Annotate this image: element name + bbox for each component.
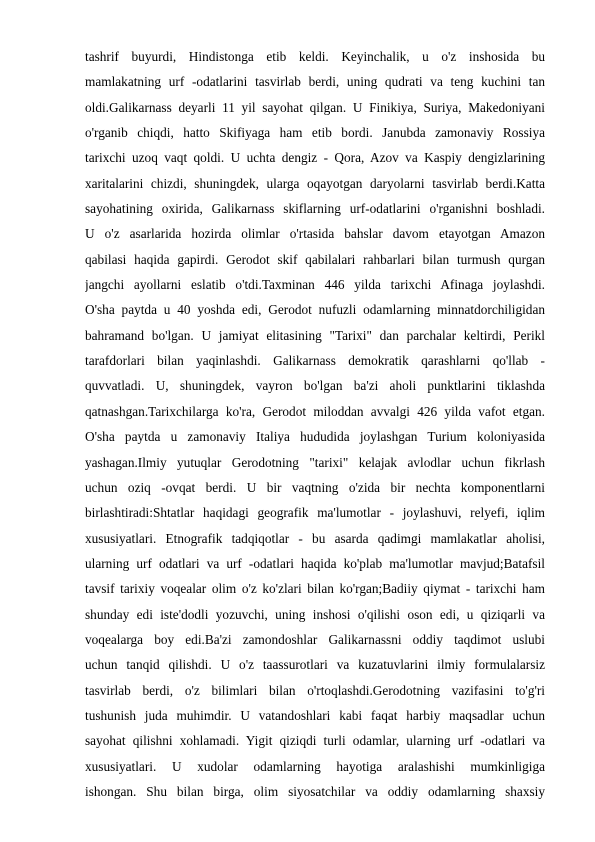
text-line: uchun tanqid qilishdi. U o'z taassurotlari va kuzatuvlarini ilmiy formulalarsiz xyxy=(85,657,545,673)
text-line: oldi.Galikarnass deyarli 11 yil sayohat qilgan. U Finikiya, Suriya, Makedoniyani xyxy=(85,99,545,115)
text-line: tarafdorlari bilan yaqinlashdi. Galikarnass demokratik qarashlarni qo'llab - xyxy=(85,353,545,369)
text-line: voqealarga boy edi.Ba'zi zamondoshlar Galikarnassni oddiy taqdimot uslubi xyxy=(85,631,545,647)
text-line: bahramand bo'lgan. U jamiyat elitasining "Tarixi" dan parchalar keltirdi, Perikl xyxy=(85,327,545,343)
text-line: mamlakatning urf -odatlarini tasvirlab berdi, uning qudrati va teng kuchini tan xyxy=(85,74,545,90)
text-line: qatnashgan.Tarixchilarga ko'ra, Gerodot miloddan avvalgi 426 yilda vafot etgan. xyxy=(85,403,545,419)
text-line: O'sha paytda u zamonaviy Italiya hududida joylashgan Turium koloniyasida xyxy=(85,429,545,445)
text-line: sayohatining oxirida, Galikarnass skiflarning urf-odatlarini o'rganishni boshladi. xyxy=(85,201,545,217)
text-line: U o'z asarlarida hozirda olimlar o'rtasida bahslar davom etayotgan Amazon xyxy=(85,226,545,242)
body-text xyxy=(85,44,545,804)
text-line: yashagan.Ilmiy yutuqlar Gerodotning "tarixi" kelajak avlodlar uchun fikrlash xyxy=(85,454,545,470)
text-line: tashrif buyurdi, Hindistonga etib keldi. Keyinchalik, u o'z inshosida bu xyxy=(85,49,545,64)
text-line: jangchi ayollarni eslatib o'tdi.Taxminan 446 yilda tarixchi Afinaga joylashdi. xyxy=(85,277,545,293)
text-line: sayohat qilishni xohlamadi. Yigit qiziqdi turli odamlar, ularning urf -odatlari va xyxy=(85,733,545,749)
text-line: tarixchi uzoq vaqt qoldi. U uchta dengiz - Qora, Azov va Kaspiy dengizlarining xyxy=(85,150,545,166)
text-line: ularning urf odatlari va urf -odatlari haqida ko'plab ma'lumotlar mavjud;Batafsil xyxy=(85,555,545,571)
text-line: xususiyatlari. U xudolar odamlarning hayotiga aralashishi mumkinligiga xyxy=(85,758,545,774)
text-line: ishongan. Shu bilan birga, olim siyosatchilar va oddiy odamlarning shaxsiy xyxy=(85,783,545,799)
text-line: O'sha paytda u 40 yoshda edi, Gerodot nufuzli odamlarning minnatdorchiligidan xyxy=(85,302,545,318)
text-line: uchun oziq -ovqat berdi. U bir vaqtning o'zida bir nechta komponentlarni xyxy=(85,479,545,495)
text-line: xususiyatlari. Etnografik tadqiqotlar - bu asarda qadimgi mamlakatlar aholisi, xyxy=(85,530,545,546)
text-line: quvvatladi. U, shuningdek, vayron bo'lgan ba'zi aholi punktlarini tiklashda xyxy=(85,378,545,394)
text-line: o'rganib chiqdi, hatto Skifiyaga ham etib bordi. Janubda zamonaviy Rossiya xyxy=(85,125,545,141)
text-line: qabilasi haqida gapirdi. Gerodot skif qabilalari rahbarlari bilan turmush qurgan xyxy=(85,251,545,267)
text-line: shunday edi iste'dodli yozuvchi, uning inshosi o'qilishi oson edi, u qiziqarli va xyxy=(85,606,545,622)
text-line: tasvirlab berdi, o'z bilimlari bilan o'rtoqlashdi.Gerodotning vazifasini to'g'ri xyxy=(85,682,545,698)
text-line: birlashtiradi:Shtatlar haqidagi geografik ma'lumotlar - joylashuvi, relyefi, iqlim xyxy=(85,505,545,521)
text-line: tavsif tarixiy voqealar olim o'z ko'zlari bilan ko'rgan;Badiiy qiymat - tarixchi ham xyxy=(85,581,545,597)
text-line: xaritalarini chizdi, shuningdek, ularga oqayotgan daryolarni tasvirlab berdi.Katta xyxy=(85,175,545,191)
text-line: tushunish juda muhimdir. U vatandoshlari kabi faqat harbiy maqsadlar uchun xyxy=(85,707,545,723)
